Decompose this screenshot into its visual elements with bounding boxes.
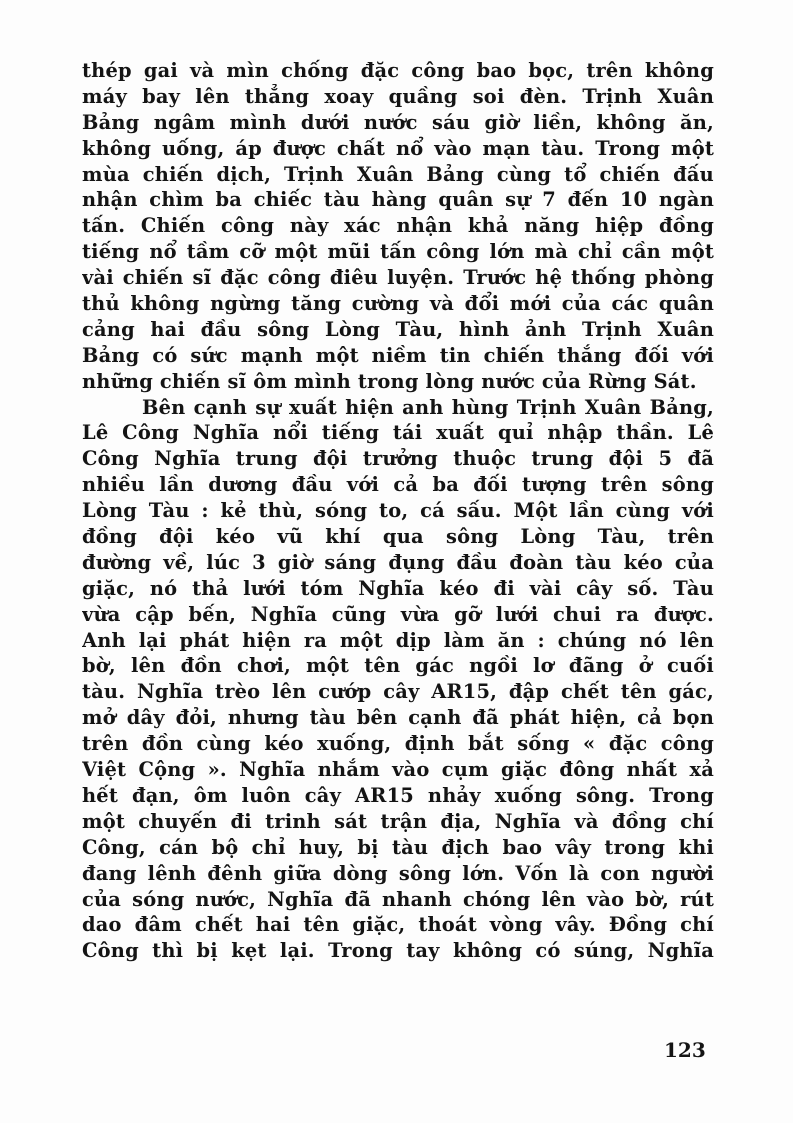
text-line: Lòng Tàu : kẻ thù, sóng to, cá sấu. Một lần cùng với [82,499,714,523]
text-line: hết đạn, ôm luôn cây AR15 nhảy xuống sông. Trong [82,783,714,807]
text-line-paragraph-start: Bên cạnh sự xuất hiện anh hùng Trịnh Xuân Bảng, [142,395,714,419]
text-line: thép gai và mìn chống đặc công bao bọc, trên không [82,59,714,82]
text-line: mở dây đỏi, nhưng tàu bên cạnh đã phát hiện, cả bọn [82,706,714,730]
text-line: mùa chiến dịch, Trịnh Xuân Bảng cùng tổ chiến đấu [82,162,714,186]
text-line: đang lênh đênh giữa dòng sông lớn. Vốn là con người [82,861,714,885]
text-line: tiếng nổ tầm cỡ một mũi tấn công lớn mà chỉ cần một [82,240,714,264]
text-line: Lê Công Nghĩa nổi tiếng tái xuất quỉ nhập thần. Lê [82,421,714,445]
text-line: giặc, nó thả lưới tóm Nghĩa kéo đi vài cây số. Tàu [82,576,714,600]
text-line: dao đâm chết hai tên giặc, thoát vòng vây. Đồng chí [82,913,714,937]
text-line: Công, cán bộ chỉ huy, bị tàu địch bao vây trong khi [82,835,714,859]
text-line: không uống, áp được chất nổ vào mạn tàu. Trong một [82,136,714,160]
text-line: đồng đội kéo vũ khí qua sông Lòng Tàu, trên [82,525,714,549]
text-line: một chuyến đi trinh sát trận địa, Nghĩa và đồng chí [82,809,714,833]
text-line: trên đồn cùng kéo xuống, định bắt sống « đặc công [82,732,714,756]
text-line: đường về, lúc 3 giờ sáng đụng đầu đoàn tàu kéo của [82,550,714,574]
text-line: tàu. Nghĩa trèo lên cướp cây AR15, đập chết tên gác, [82,680,714,704]
text-line: Công Nghĩa trung đội trưởng thuộc trung đội 5 đã [82,447,714,471]
text-line: Bảng ngâm mình dưới nước sáu giờ liền, không ăn, [82,110,714,134]
text-line: Việt Cộng ». Nghĩa nhắm vào cụm giặc đông nhất xả [82,758,714,782]
page-number: 123 [664,1038,706,1062]
text-line: của sóng nước, Nghĩa đã nhanh chóng lên vào bờ, rút [82,887,714,911]
text-line: nhận chìm ba chiếc tàu hàng quân sự 7 đến 10 ngàn [82,188,714,212]
text-line: Bảng có sức mạnh một niềm tin chiến thắng đối với [82,343,714,367]
text-line-paragraph-end: những chiến sĩ ôm mình trong lòng nước của Rừng Sát. [82,369,697,393]
text-line: bờ, lên đồn chơi, một tên gác ngồi lơ đãng ở cuối [82,654,714,678]
body-text [82,58,714,964]
text-line: tấn. Chiến công này xác nhận khả năng hiệp đồng [82,214,714,238]
text-line: máy bay lên thẳng xoay quầng soi đèn. Trịnh Xuân [82,84,714,108]
text-line: thủ không ngừng tăng cường và đổi mới của các quân [82,292,714,316]
text-line: Công thì bị kẹt lại. Trong tay không có súng, Nghĩa [82,939,714,963]
text-line: vừa cập bến, Nghĩa cũng vừa gỡ lưới chui ra được. [82,602,714,626]
text-line: nhiều lần dương đầu với cả ba đối tượng trên sông [82,473,714,497]
text-line: vài chiến sĩ đặc công điêu luyện. Trước hệ thống phòng [82,266,714,290]
text-line: Anh lại phát hiện ra một dịp làm ăn : chúng nó lên [82,628,714,652]
text-line: cảng hai đầu sông Lòng Tàu, hình ảnh Trịnh Xuân [82,317,714,341]
